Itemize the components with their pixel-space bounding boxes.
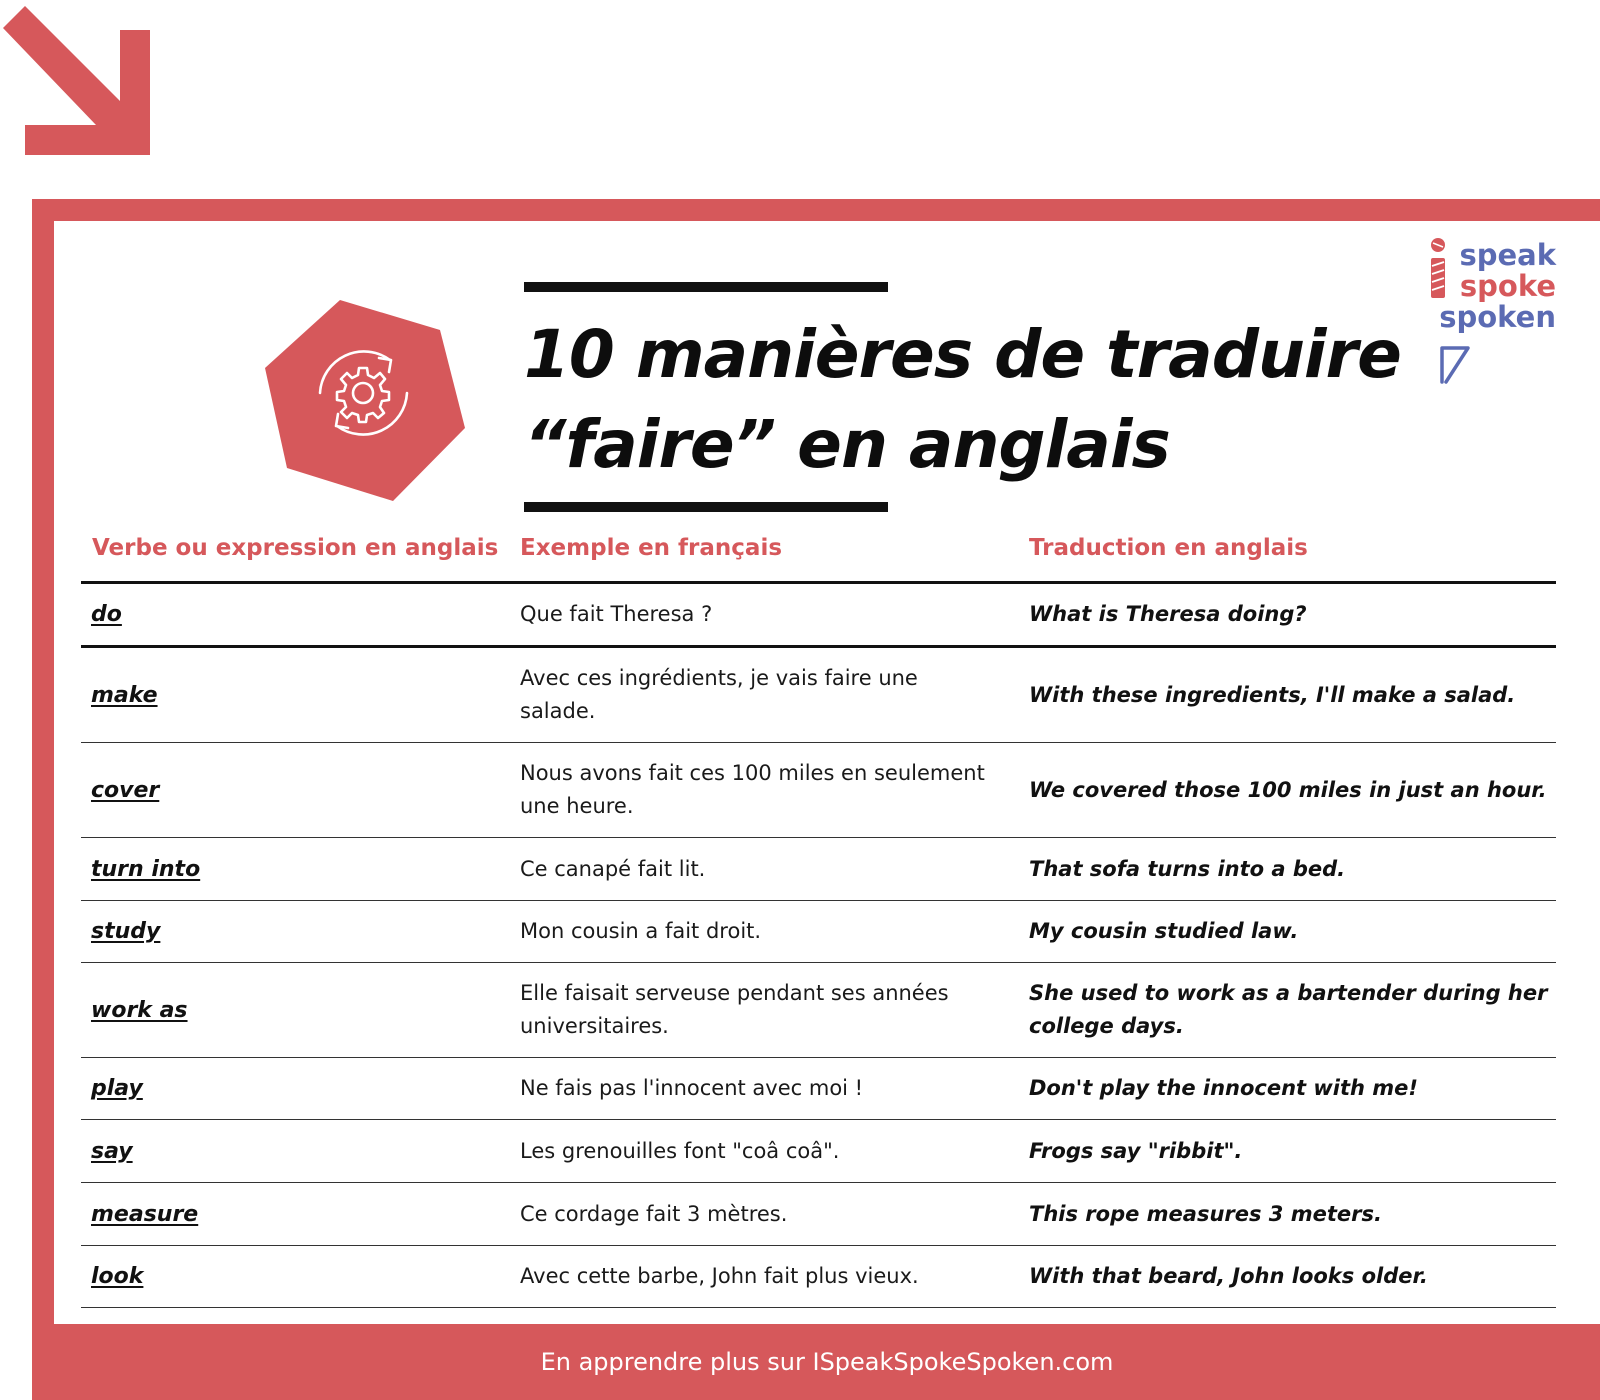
verb-link[interactable]: say (91, 1138, 133, 1164)
french-example: Mon cousin a fait droit. (520, 919, 762, 943)
title-rule-top (524, 282, 888, 292)
english-translation: That sofa turns into a bed. (1029, 856, 1346, 881)
english-translation: We covered those 100 miles in just an hour. (1029, 777, 1547, 802)
english-translation: This rope measures 3 meters. (1029, 1201, 1382, 1226)
brand-logo (1430, 236, 1570, 396)
french-example: Que fait Theresa ? (520, 602, 713, 626)
verb-link[interactable]: turn into (91, 856, 201, 882)
column-header-french: Exemple en français (520, 535, 783, 561)
verb-link[interactable]: make (91, 682, 158, 708)
title-line-2: “faire” en anglais (524, 406, 1170, 483)
table-row (81, 901, 1556, 962)
logo-word-spoken: spoken (1439, 300, 1556, 334)
table-row (81, 1120, 1556, 1182)
table-row (81, 838, 1556, 900)
english-translation: Frogs say "ribbit". (1029, 1138, 1243, 1163)
title-rule-bottom (524, 502, 888, 512)
footer-link[interactable] (54, 1324, 1600, 1400)
verb-link[interactable]: measure (91, 1201, 199, 1227)
table-row (81, 1058, 1556, 1119)
verb-link[interactable]: work as (91, 997, 188, 1023)
french-example: Ce canapé fait lit. (520, 856, 706, 881)
french-example: Avec ces ingrédients, je vais faire une salade. (520, 666, 918, 723)
column-header-english: Traduction en anglais (1029, 535, 1308, 561)
page-title (524, 310, 1424, 490)
logo-word-speak: speak (1459, 238, 1556, 272)
table-row (81, 584, 1556, 645)
english-translation: She used to work as a bartender during her college days. (1029, 981, 1548, 1038)
verb-link[interactable]: play (91, 1076, 143, 1101)
logo-word-spoke: spoke (1459, 269, 1556, 303)
english-translation: With that beard, John looks older. (1029, 1264, 1428, 1288)
column-header-verb: Verbe ou expression en anglais (92, 535, 499, 561)
verb-link[interactable]: cover (91, 777, 160, 803)
footer-text[interactable]: En apprendre plus sur ISpeakSpokeSpoken.com (540, 1348, 1114, 1376)
verb-link[interactable]: look (91, 1264, 144, 1289)
french-example: Avec cette barbe, John fait plus vieux. (520, 1264, 919, 1288)
title-line-1: 10 manières de traduire (524, 316, 1401, 393)
french-example: Elle faisait serveuse pendant ses années universitaires. (520, 981, 949, 1038)
table-row (81, 648, 1556, 742)
french-example: Ne fais pas l'innocent avec moi ! (520, 1076, 864, 1100)
french-example: Ce cordage fait 3 mètres. (520, 1201, 788, 1226)
verb-link[interactable]: study (91, 919, 161, 944)
table-row (81, 963, 1556, 1057)
table-row (81, 1183, 1556, 1245)
french-example: Nous avons fait ces 100 miles en seulement une heure. (520, 761, 985, 818)
arrow-down-right-icon (0, 0, 160, 160)
gear-refresh-icon (265, 298, 465, 503)
french-example: Les grenouilles font "coâ coâ". (520, 1138, 840, 1163)
table-row (81, 1246, 1556, 1307)
table-row (81, 743, 1556, 837)
verb-link[interactable]: do (91, 602, 122, 627)
english-translation: With these ingredients, I'll make a salad. (1029, 682, 1516, 707)
english-translation: My cousin studied law. (1029, 919, 1299, 943)
english-translation: Don't play the innocent with me! (1029, 1076, 1419, 1100)
table-rule (81, 1307, 1556, 1308)
english-translation: What is Theresa doing? (1029, 602, 1307, 626)
